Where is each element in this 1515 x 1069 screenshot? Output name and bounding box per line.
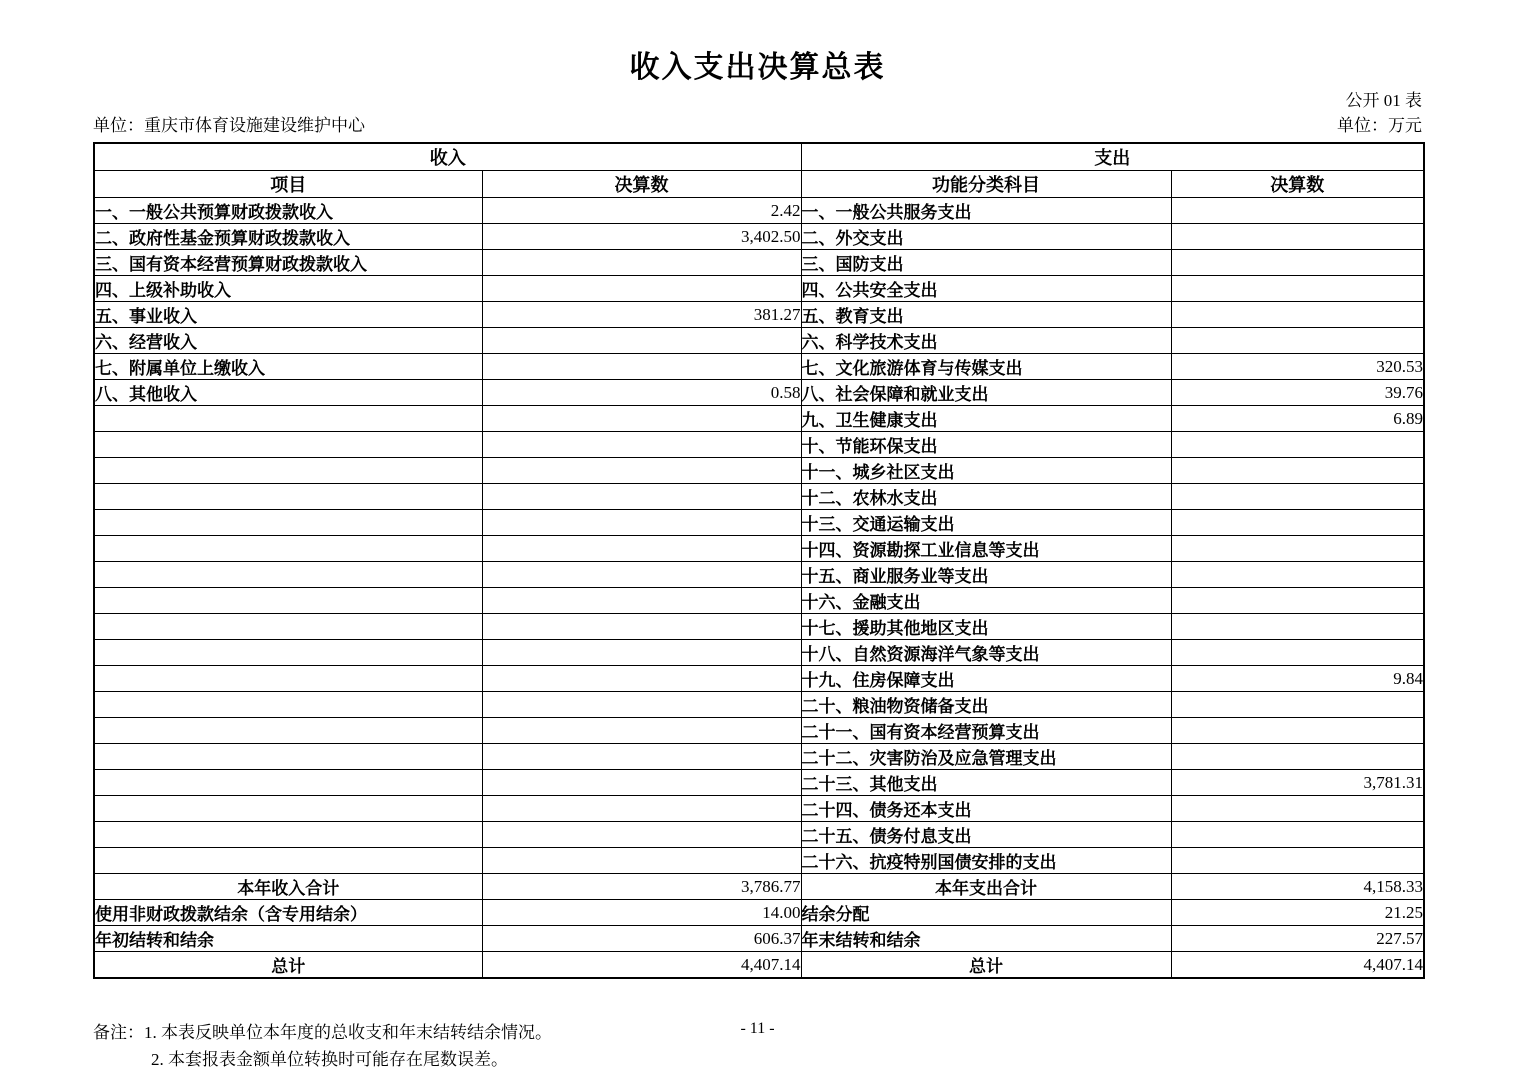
expense-item-value — [1171, 432, 1424, 458]
expense-summary-value: 4,158.33 — [1171, 874, 1424, 900]
income-item-value — [482, 536, 801, 562]
note-text-1: 1. 本表反映单位本年度的总收支和年末结转结余情况。 — [144, 1023, 552, 1042]
summary-row — [94, 926, 1424, 952]
expense-item-value — [1171, 250, 1424, 276]
income-item-value — [482, 588, 801, 614]
table-row — [94, 328, 1424, 354]
expense-summary-label: 本年支出合计 — [801, 874, 1171, 900]
section-header-row — [94, 143, 1424, 171]
income-item-label — [94, 562, 482, 588]
expense-item-label: 九、卫生健康支出 — [801, 406, 1171, 432]
income-item-label: 八、其他收入 — [94, 380, 482, 406]
expense-item-label: 二十一、国有资本经营预算支出 — [801, 718, 1171, 744]
expense-item-value — [1171, 562, 1424, 588]
expense-item-label: 十七、援助其他地区支出 — [801, 614, 1171, 640]
income-item-value — [482, 484, 801, 510]
expense-item-label: 二十四、债务还本支出 — [801, 796, 1171, 822]
expense-summary-value: 21.25 — [1171, 900, 1424, 926]
income-item-value: 3,402.50 — [482, 224, 801, 250]
expense-item-value — [1171, 640, 1424, 666]
income-item-value — [482, 744, 801, 770]
expense-item-label: 五、教育支出 — [801, 302, 1171, 328]
expense-item-label: 八、社会保障和就业支出 — [801, 380, 1171, 406]
expense-summary-label: 总计 — [801, 952, 1171, 979]
budget-summary-table — [93, 142, 1425, 979]
org-label: 单位：重庆市体育设施建设维护中心 — [93, 116, 365, 135]
income-item-value: 381.27 — [482, 302, 801, 328]
expense-item-label: 二十、粮油物资储备支出 — [801, 692, 1171, 718]
table-row — [94, 198, 1424, 224]
expense-item-value — [1171, 510, 1424, 536]
summary-row — [94, 952, 1424, 979]
expense-summary-label: 年末结转和结余 — [801, 926, 1171, 952]
table-row — [94, 614, 1424, 640]
income-item-value — [482, 432, 801, 458]
income-item-label — [94, 510, 482, 536]
income-item-label: 六、经营收入 — [94, 328, 482, 354]
table-row — [94, 276, 1424, 302]
expense-item-value: 9.84 — [1171, 666, 1424, 692]
table-row — [94, 640, 1424, 666]
income-item-label — [94, 770, 482, 796]
expense-item-value — [1171, 692, 1424, 718]
income-item-label — [94, 432, 482, 458]
expense-item-value — [1171, 822, 1424, 848]
expense-summary-label: 结余分配 — [801, 900, 1171, 926]
table-row — [94, 406, 1424, 432]
table-row — [94, 562, 1424, 588]
table-row — [94, 224, 1424, 250]
note-text-2: 2. 本套报表金额单位转换时可能存在尾数误差。 — [151, 1050, 508, 1069]
table-row — [94, 354, 1424, 380]
expense-item-label: 二十五、债务付息支出 — [801, 822, 1171, 848]
income-summary-label: 本年收入合计 — [94, 874, 482, 900]
summary-row — [94, 874, 1424, 900]
income-item-label: 五、事业收入 — [94, 302, 482, 328]
summary-row — [94, 900, 1424, 926]
expense-item-label: 十九、住房保障支出 — [801, 666, 1171, 692]
expense-item-label: 十三、交通运输支出 — [801, 510, 1171, 536]
income-item-label — [94, 588, 482, 614]
income-item-label — [94, 536, 482, 562]
expense-item-value — [1171, 458, 1424, 484]
expense-item-value — [1171, 302, 1424, 328]
expense-item-value: 3,781.31 — [1171, 770, 1424, 796]
income-item-label — [94, 640, 482, 666]
expense-item-value — [1171, 744, 1424, 770]
income-item-value — [482, 822, 801, 848]
form-code: 公开 01 表 — [1345, 91, 1422, 110]
income-summary-label: 总计 — [94, 952, 482, 979]
income-item-label: 一、一般公共预算财政拨款收入 — [94, 198, 482, 224]
expense-item-label: 七、文化旅游体育与传媒支出 — [801, 354, 1171, 380]
expense-item-value — [1171, 614, 1424, 640]
income-summary-label: 年初结转和结余 — [94, 926, 482, 952]
unit-label: 单位：万元 — [1337, 116, 1422, 135]
income-item-value — [482, 250, 801, 276]
income-item-label — [94, 484, 482, 510]
table-row — [94, 848, 1424, 874]
income-summary-value: 14.00 — [482, 900, 801, 926]
expense-item-value — [1171, 588, 1424, 614]
table-row — [94, 536, 1424, 562]
expense-item-value: 39.76 — [1171, 380, 1424, 406]
income-item-value — [482, 770, 801, 796]
expense-summary-value: 4,407.14 — [1171, 952, 1424, 979]
expense-item-label: 十四、资源勘探工业信息等支出 — [801, 536, 1171, 562]
income-item-label — [94, 666, 482, 692]
expense-item-label: 三、国防支出 — [801, 250, 1171, 276]
table-row — [94, 250, 1424, 276]
expense-item-label: 二十六、抗疫特别国债安排的支出 — [801, 848, 1171, 874]
expense-item-value — [1171, 536, 1424, 562]
income-item-value: 2.42 — [482, 198, 801, 224]
income-item-label — [94, 458, 482, 484]
income-item-value — [482, 640, 801, 666]
income-item-label — [94, 718, 482, 744]
income-item-label — [94, 692, 482, 718]
table-row — [94, 380, 1424, 406]
table-row — [94, 432, 1424, 458]
expense-item-label: 十八、自然资源海洋气象等支出 — [801, 640, 1171, 666]
income-item-value — [482, 692, 801, 718]
table-row — [94, 718, 1424, 744]
income-item-label — [94, 796, 482, 822]
income-item-value — [482, 796, 801, 822]
income-item-label: 四、上级补助收入 — [94, 276, 482, 302]
table-row — [94, 302, 1424, 328]
table-row — [94, 510, 1424, 536]
expense-item-label: 二、外交支出 — [801, 224, 1171, 250]
expense-section-header: 支出 — [801, 143, 1424, 171]
income-item-value — [482, 406, 801, 432]
expense-item-value — [1171, 328, 1424, 354]
income-summary-value: 4,407.14 — [482, 952, 801, 979]
expense-item-label: 十一、城乡社区支出 — [801, 458, 1171, 484]
income-summary-label: 使用非财政拨款结余（含专用结余） — [94, 900, 482, 926]
income-item-label: 七、附属单位上缴收入 — [94, 354, 482, 380]
expense-item-value — [1171, 848, 1424, 874]
expense-item-value: 320.53 — [1171, 354, 1424, 380]
col-header-expense-item: 功能分类科目 — [801, 171, 1171, 198]
expense-item-value — [1171, 718, 1424, 744]
table-row — [94, 770, 1424, 796]
col-header-expense-amount: 决算数 — [1171, 171, 1424, 198]
col-header-income-item: 项目 — [94, 171, 482, 198]
income-item-label — [94, 406, 482, 432]
expense-item-label: 二十二、灾害防治及应急管理支出 — [801, 744, 1171, 770]
income-item-label — [94, 822, 482, 848]
expense-item-value — [1171, 198, 1424, 224]
notes-label: 备注： — [93, 1023, 144, 1042]
expense-item-value — [1171, 484, 1424, 510]
meta-row — [93, 116, 1422, 135]
table-row — [94, 744, 1424, 770]
expense-item-value — [1171, 224, 1424, 250]
income-item-label: 二、政府性基金预算财政拨款收入 — [94, 224, 482, 250]
table-row — [94, 588, 1424, 614]
expense-item-label: 六、科学技术支出 — [801, 328, 1171, 354]
income-summary-value: 606.37 — [482, 926, 801, 952]
table-row — [94, 484, 1424, 510]
expense-item-label: 一、一般公共服务支出 — [801, 198, 1171, 224]
table-row — [94, 458, 1424, 484]
income-item-label — [94, 744, 482, 770]
expense-item-value: 6.89 — [1171, 406, 1424, 432]
page-number: - 11 - — [740, 1020, 775, 1037]
expense-item-value — [1171, 796, 1424, 822]
page-title: 收入支出决算总表 — [629, 51, 886, 84]
income-item-value — [482, 510, 801, 536]
income-item-value — [482, 458, 801, 484]
table-row — [94, 822, 1424, 848]
income-item-value — [482, 848, 801, 874]
expense-item-value — [1171, 276, 1424, 302]
income-item-value — [482, 718, 801, 744]
income-item-label — [94, 614, 482, 640]
table-row — [94, 796, 1424, 822]
expense-item-label: 十二、农林水支出 — [801, 484, 1171, 510]
table-row — [94, 692, 1424, 718]
expense-item-label: 十六、金融支出 — [801, 588, 1171, 614]
col-header-income-amount: 决算数 — [482, 171, 801, 198]
income-item-value: 0.58 — [482, 380, 801, 406]
income-item-value — [482, 276, 801, 302]
income-item-value — [482, 354, 801, 380]
expense-item-label: 十、节能环保支出 — [801, 432, 1171, 458]
income-item-value — [482, 614, 801, 640]
income-item-value — [482, 666, 801, 692]
expense-item-label: 十五、商业服务业等支出 — [801, 562, 1171, 588]
expense-summary-value: 227.57 — [1171, 926, 1424, 952]
table-row — [94, 666, 1424, 692]
income-item-value — [482, 328, 801, 354]
income-item-value — [482, 562, 801, 588]
income-item-label: 三、国有资本经营预算财政拨款收入 — [94, 250, 482, 276]
note-line-2 — [151, 1046, 1422, 1069]
income-summary-value: 3,786.77 — [482, 874, 801, 900]
column-header-row — [94, 171, 1424, 198]
income-section-header: 收入 — [94, 143, 801, 171]
expense-item-label: 二十三、其他支出 — [801, 770, 1171, 796]
income-item-label — [94, 848, 482, 874]
expense-item-label: 四、公共安全支出 — [801, 276, 1171, 302]
